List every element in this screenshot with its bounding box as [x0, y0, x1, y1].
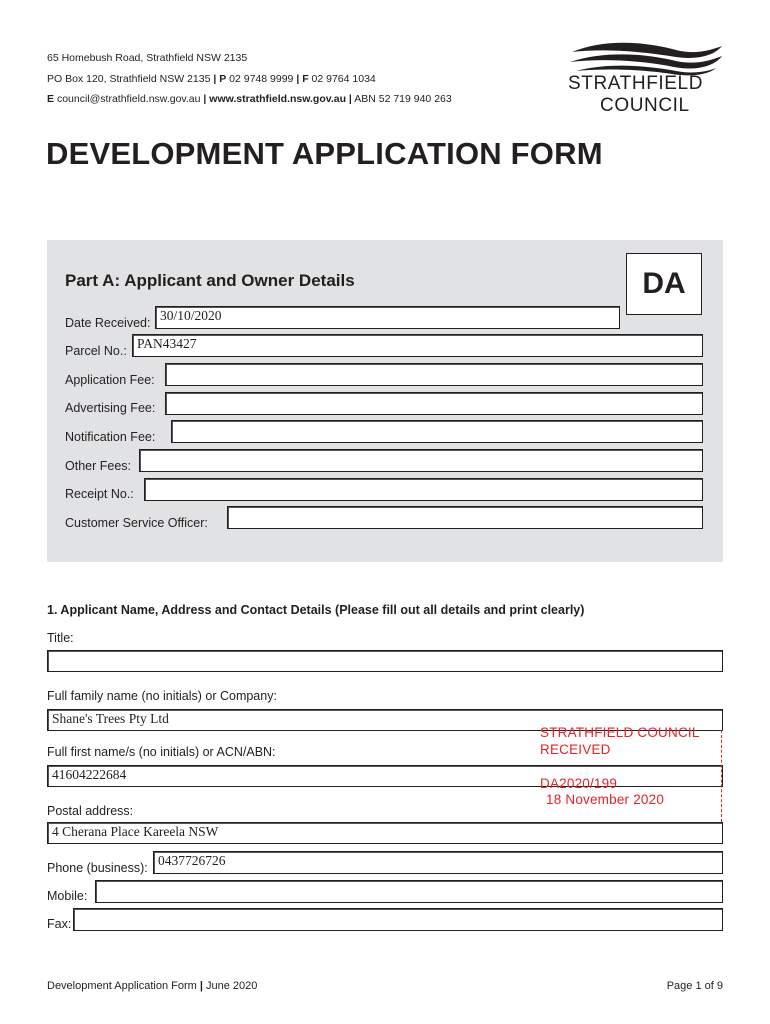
council-website: www.strathfield.nsw.gov.au [209, 93, 346, 105]
logo-swoosh-icon [566, 40, 726, 76]
stamp-received-label: RECEIVED [540, 742, 611, 757]
advertising-fee-label: Advertising Fee: [65, 401, 156, 415]
postal-address-label: Postal address: [47, 804, 134, 818]
family-name-field[interactable]: Shane's Trees Pty Ltd [47, 709, 723, 731]
other-fees-field[interactable] [139, 449, 703, 472]
receipt-no-label: Receipt No.: [65, 487, 134, 501]
council-postal-phone-fax: PO Box 120, Strathfield NSW 2135 | P 02 9748 9999 | F 02 9764 1034 [47, 73, 376, 85]
date-received-field[interactable]: 30/10/2020 [155, 306, 620, 329]
footer-page-number: Page 1 of 9 [666, 980, 723, 992]
notification-fee-field[interactable] [171, 420, 703, 443]
form-title: DEVELOPMENT APPLICATION FORM [46, 136, 603, 171]
phone-business-field[interactable]: 0437726726 [153, 851, 723, 874]
stamp-council-name: STRATHFIELD COUNCIL [540, 725, 700, 740]
council-email: council@strathfield.nsw.gov.au [56, 93, 201, 105]
title-field[interactable] [47, 650, 723, 672]
strathfield-council-logo [566, 40, 726, 120]
part-a-heading: Part A: Applicant and Owner Details [65, 271, 355, 290]
notification-fee-label: Notification Fee: [65, 430, 156, 444]
date-received-label: Date Received: [65, 316, 151, 330]
parcel-no-label: Parcel No.: [65, 344, 127, 358]
advertising-fee-field[interactable] [165, 392, 703, 415]
section-1-heading: 1. Applicant Name, Address and Contact Details (Please fill out all details and print clearly) [47, 603, 585, 617]
stamp-da-number: DA2020/199 [540, 776, 618, 791]
mobile-field[interactable] [95, 880, 723, 903]
fax-label: Fax: [47, 917, 72, 931]
stamp-date: 18 November 2020 [546, 792, 665, 807]
application-fee-label: Application Fee: [65, 373, 155, 387]
stamp-border-line [720, 730, 722, 822]
logo-text-strathfield: STRATHFIELD [568, 73, 704, 94]
fax-field[interactable] [73, 908, 723, 931]
footer-form-info: Development Application Form | June 2020 [47, 980, 258, 992]
logo-text-council: COUNCIL [600, 95, 690, 116]
title-label: Title: [47, 631, 74, 645]
postal-address-field[interactable]: 4 Cherana Place Kareela NSW [47, 822, 723, 844]
application-fee-field[interactable] [165, 363, 703, 386]
council-street-address: 65 Homebush Road, Strathfield NSW 2135 [47, 52, 248, 64]
mobile-label: Mobile: [47, 889, 88, 903]
other-fees-label: Other Fees: [65, 459, 131, 473]
receipt-no-field[interactable] [144, 478, 703, 501]
customer-service-officer-field[interactable] [227, 506, 703, 529]
customer-service-officer-label: Customer Service Officer: [65, 516, 208, 530]
first-name-label: Full first name/s (no initials) or ACN/ABN: [47, 745, 276, 759]
da-badge: DA [626, 253, 702, 315]
first-name-field[interactable]: 41604222684 [47, 765, 723, 787]
council-email-web-abn: E council@strathfield.nsw.gov.au | www.strathfield.nsw.gov.au | ABN 52 719 940 263 [47, 93, 452, 105]
council-received-stamp [536, 722, 722, 827]
family-name-label: Full family name (no initials) or Company: [47, 689, 277, 703]
phone-business-label: Phone (business): [47, 861, 148, 875]
parcel-no-field[interactable]: PAN43427 [132, 334, 703, 357]
